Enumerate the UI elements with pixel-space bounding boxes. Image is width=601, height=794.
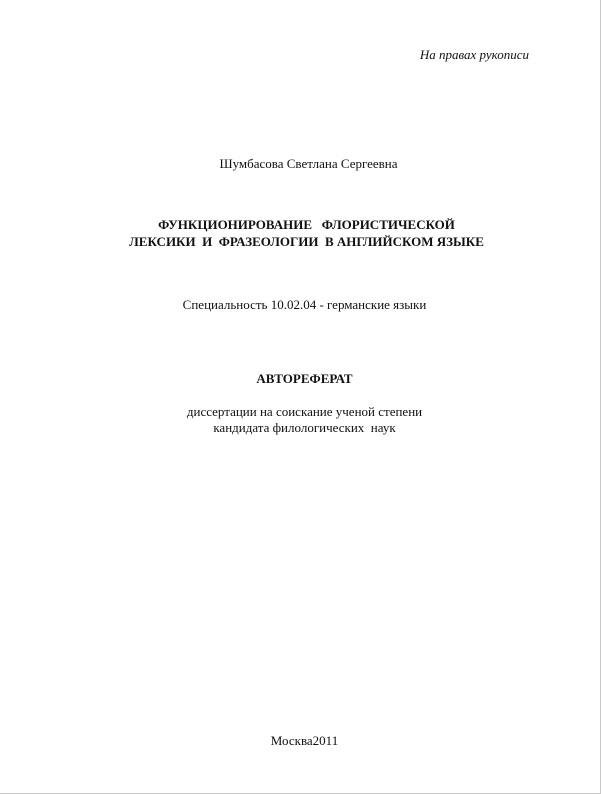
title-line-2: ЛЕКСИКИ И ФРАЗЕОЛОГИИ В АНГЛИЙСКОМ ЯЗЫКЕ (129, 234, 484, 249)
manuscript-note: На правах рукописи (419, 47, 529, 62)
dissertation-title (6, 216, 601, 250)
author-name: Шумбасова Светлана Сергеевна (219, 156, 398, 171)
purpose-line-1: диссертации на соискание ученой степени (186, 404, 423, 419)
speciality: Специальность 10.02.04 - германские языки (182, 297, 427, 312)
place-and-year: Москва2011 (270, 733, 339, 748)
purpose-line-2: кандидата филологических наук (213, 420, 396, 435)
dissertation-purpose (4, 404, 601, 436)
document-type: АВТОРЕФЕРАТ (256, 371, 353, 386)
title-line-1: ФУНКЦИОНИРОВАНИЕ ФЛОРИСТИЧЕСКОЙ (158, 217, 455, 232)
